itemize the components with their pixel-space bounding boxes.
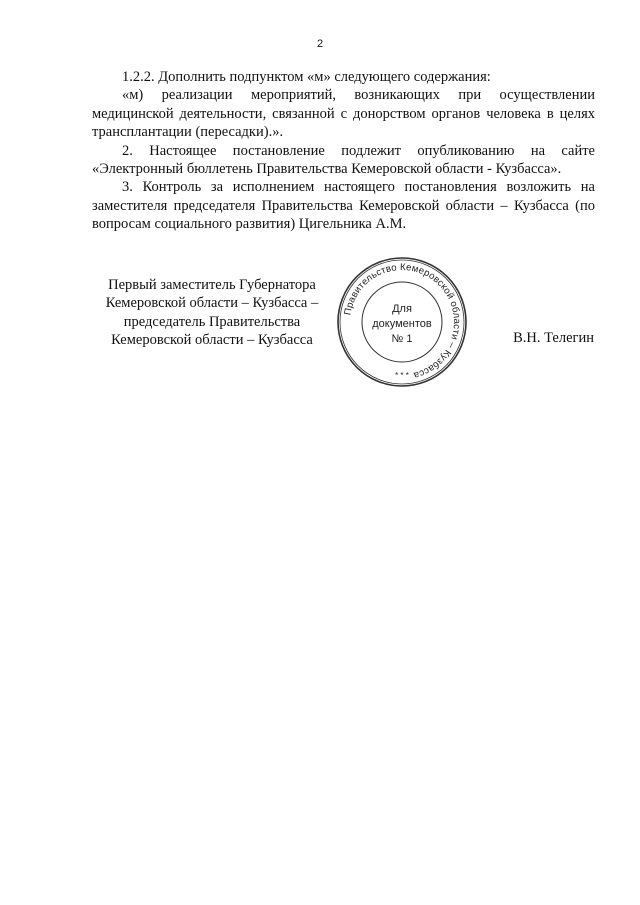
stamp-ring-text: Правительство Кемеровской области – Кузбасса (342, 261, 463, 381)
signatory-position (92, 276, 332, 350)
page-number: 2 (316, 38, 324, 50)
signatory-name: В.Н. Телегин (513, 330, 594, 346)
official-stamp (334, 254, 470, 390)
position-line: Первый заместитель Губернатора (108, 277, 316, 293)
paragraph-subitem-m: «м) реализации мероприятий, возникающих при осуществлении медицинской деятельности, связанной с донорством органов человека в целях трансплантации (пересадки).». (92, 87, 595, 141)
position-line: Кемеровской области – Кузбасса (111, 332, 313, 349)
stamp-center-line: № 1 (391, 333, 413, 345)
position-line: Кемеровской области – Кузбасса – (105, 295, 319, 312)
document-body (92, 68, 595, 234)
stamp-center-line: Для (392, 303, 412, 315)
stamp-stars: * * * (395, 371, 409, 380)
position-line: председатель Правительства (123, 313, 301, 330)
paragraph-3: 3. Контроль за исполнением настоящего постановления возложить на заместителя председателя Правительства Кемеровской области – Кузбасса (по вопросам социального развития) Цигельника А.М. (92, 179, 595, 233)
paragraph-2: 2. Настоящее постановление подлежит опубликованию на сайте «Электронный бюллетень Правительства Кемеровской области - Кузбасса». (92, 142, 595, 178)
stamp-center-line: документов (372, 318, 432, 330)
paragraph-1-2-2: 1.2.2. Дополнить подпунктом «м» следующего содержания: (122, 69, 491, 85)
